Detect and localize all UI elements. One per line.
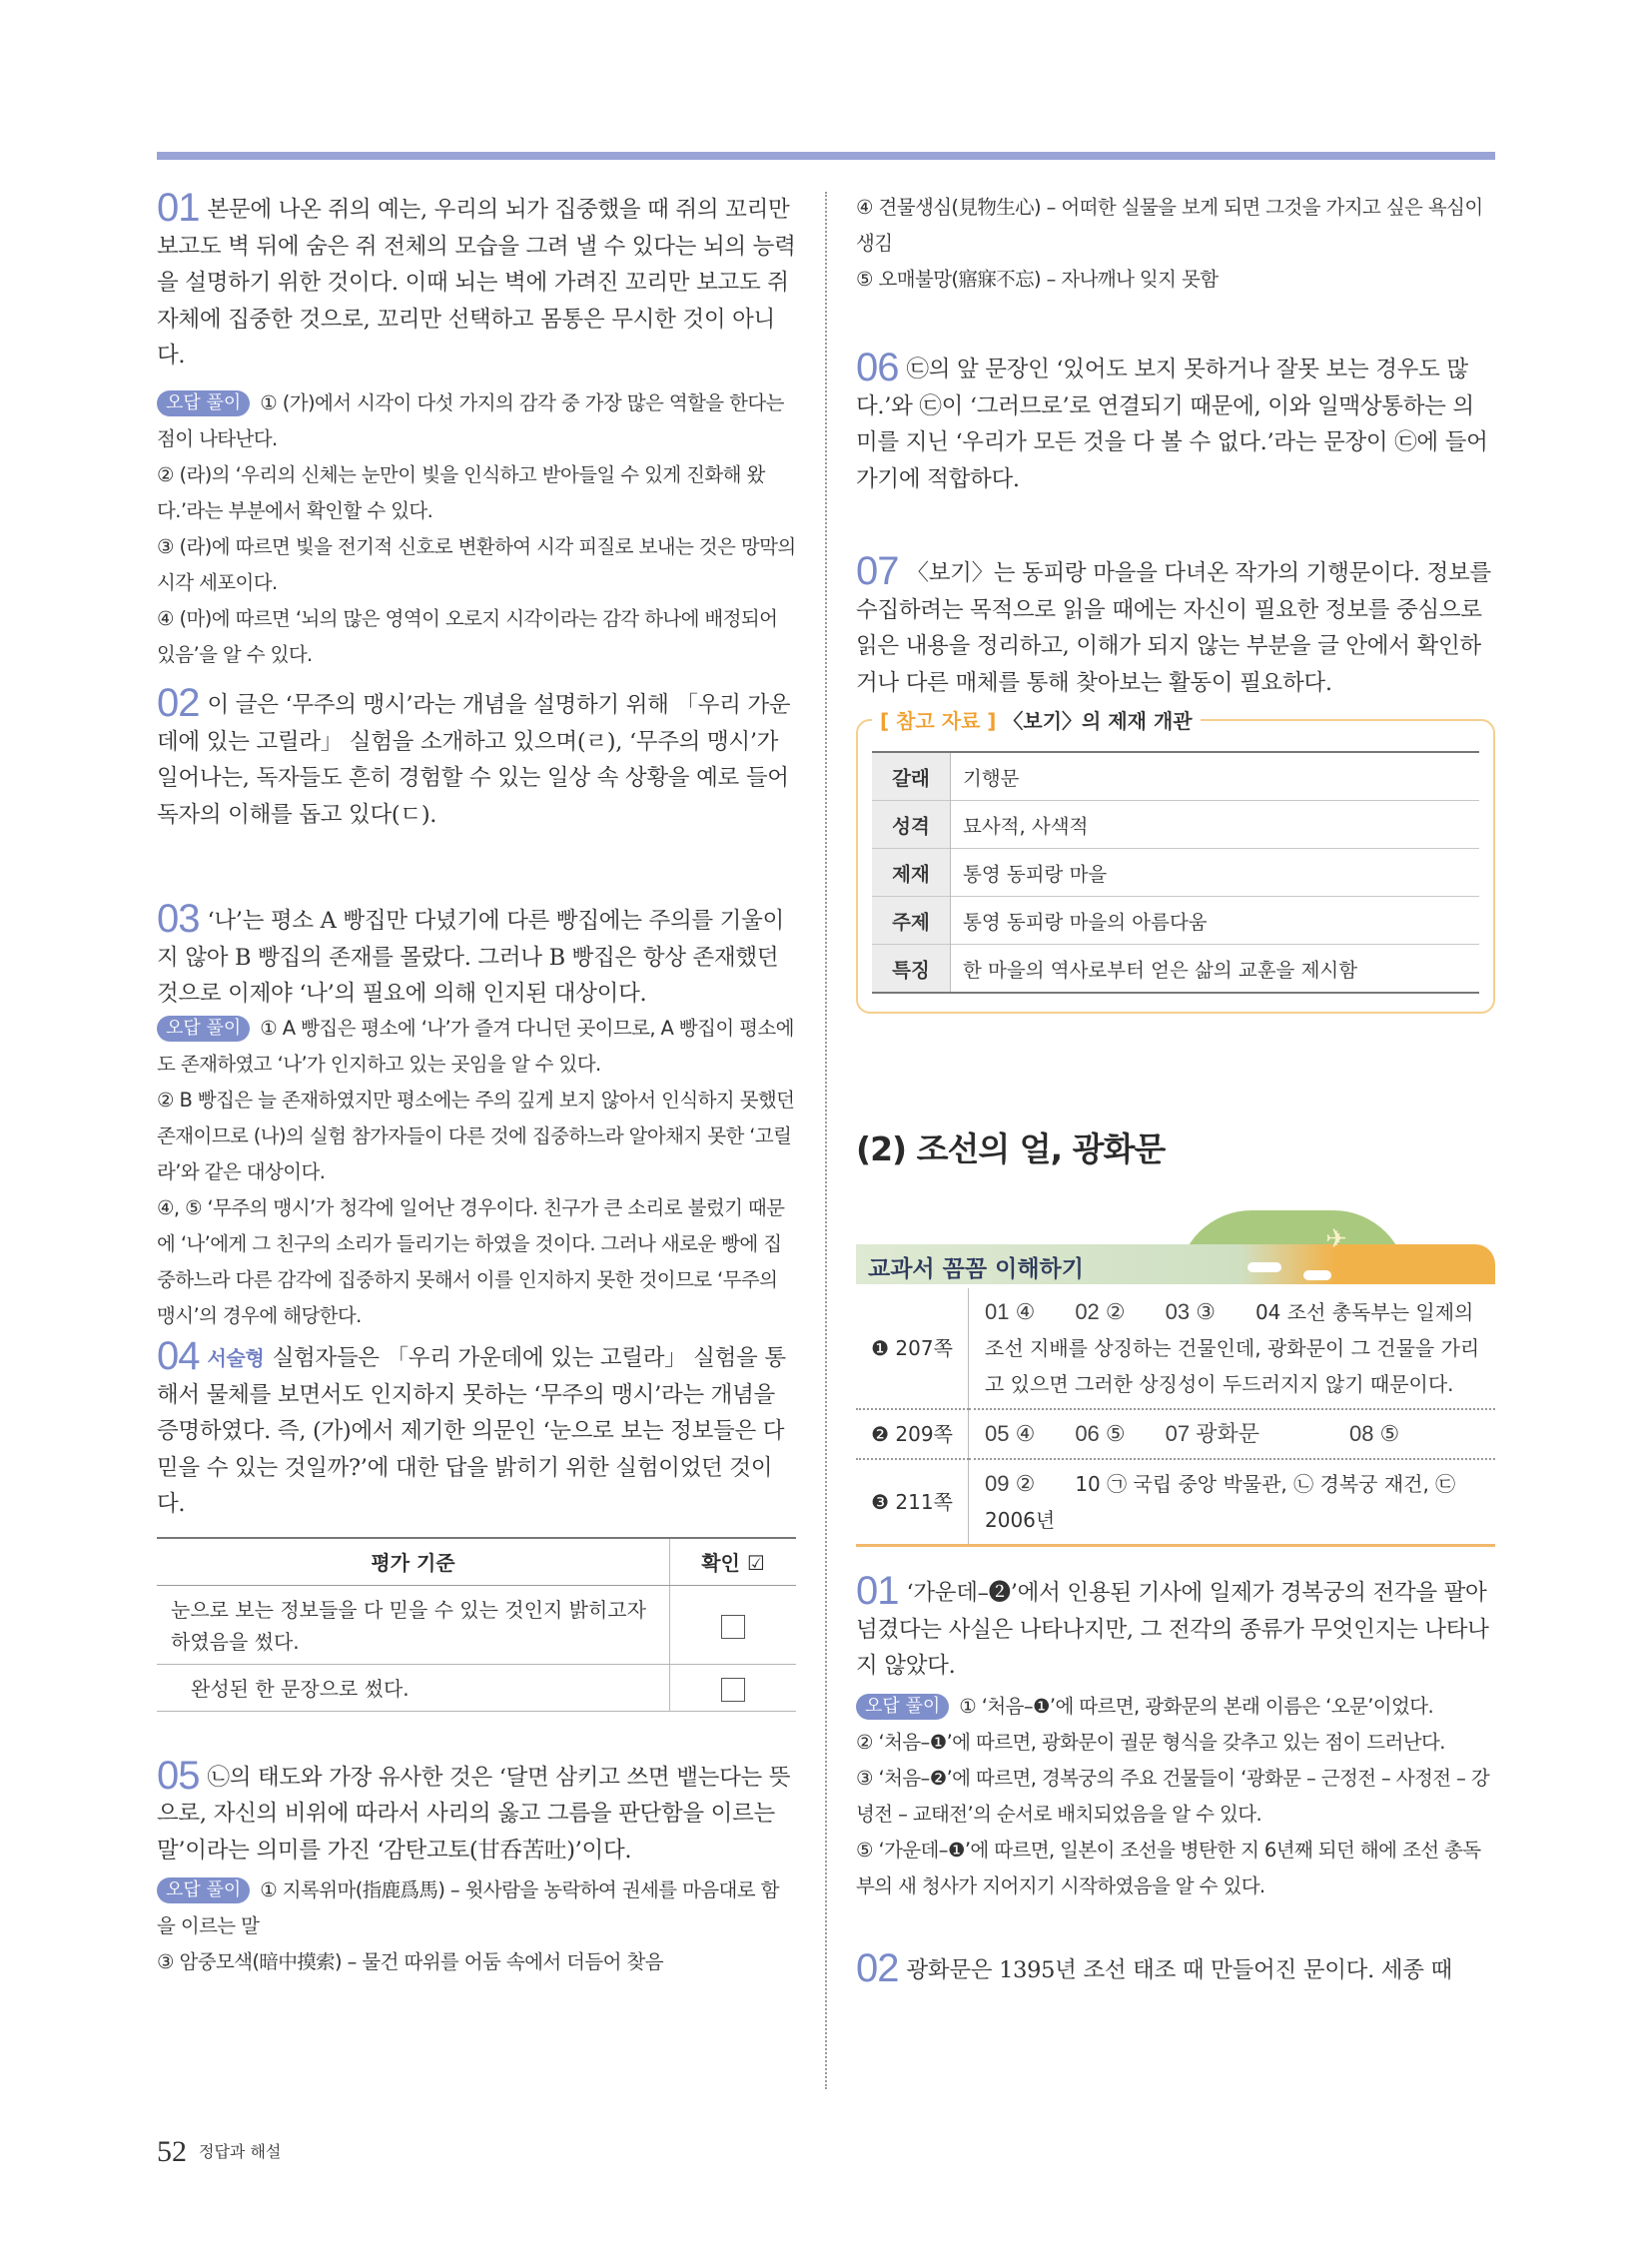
descriptive-type-label: 서술형	[207, 1346, 265, 1370]
answer-03	[157, 897, 796, 1011]
solution-line: ② B 빵집은 늘 존재하였지만 평소에는 주의 깊게 보지 않아서 인식하지 못했던 존재이므로 (나)의 실험 참가자들이 다른 것에 집중하느라 알아채지 못한 ‘고릴라’와 같은 대상이다.	[157, 1089, 795, 1183]
solution-line: ① A 빵집은 평소에 ‘나’가 즐겨 다니던 곳이므로, A 빵집이 평소에도 존재하였고 ‘나’가 인지하고 있는 곳임을 알 수 있다.	[157, 1017, 794, 1076]
table-row: ❷ 209쪽 05 ④ 06 ⑤ 07 광화문 08 ⑤	[856, 1409, 1495, 1459]
wrong-answer-tag: 오답 풀이	[157, 1877, 250, 1903]
section2-answer-02	[856, 1945, 1495, 1990]
explanation-text: ㉡의 태도와 가장 유사한 것은 ‘달면 삼키고 쓰면 뱉는다는 뜻으로, 자신의 비위에 따라서 사리의 옳고 그름을 판단함을 이르는 말’이라는 의미를 가진 ‘감탄고토(甘呑苦吐)’이다.	[157, 1764, 791, 1864]
reference-table	[872, 751, 1479, 994]
table-row	[157, 1664, 796, 1711]
explanation-text: 실험자들은 「우리 가운데에 있는 고릴라」 실험을 통해서 물체를 보면서도 인지하지 못하는 ‘무주의 맹시’라는 개념을 증명하였다. 즉, (가)에서 제기한 의문인 ‘눈으로 보는 정보들은 다 믿을 수 있는 것일까?’에 대한 답을 밝히기 위한 실험이었던 것이다.	[157, 1345, 786, 1517]
answer-06	[856, 346, 1495, 553]
page-reference: ❸ 211쪽	[856, 1459, 969, 1546]
answer-key-table	[856, 1288, 1495, 1547]
question-number: 02	[157, 681, 200, 725]
answer-04	[157, 1334, 796, 1712]
reference-title: [ 참고 자료 ] 〈보기〉의 제재 개관	[872, 705, 1201, 734]
solution-line: ③ ‘처음–❷’에 따르면, 경복궁의 주요 건물들이 ‘광화문 – 근정전 – 사정전 – 강녕전 – 교태전’의 순서로 배치되었음을 알 수 있다.	[856, 1766, 1490, 1826]
explanation-text: ‘가운데–❷’에서 인용된 기사에 일제가 경복궁의 전각을 팔아 넘겼다는 사실은 나타나지만, 그 전각의 종류가 무엇인지는 나타나지 않았다.	[856, 1580, 1489, 1679]
table-row: 제재 통영 동피랑 마을	[872, 849, 1479, 897]
question-number: 01	[157, 186, 200, 230]
solution-line: ② ‘처음–❶’에 따르면, 광화문이 궐문 형식을 갖추고 있는 점이 드러난다.	[856, 1730, 1445, 1754]
solution-line: ④, ⑤ ‘무주의 맹시’가 청각에 일어난 경우이다. 친구가 큰 소리로 불렀기 때문에 ‘나’에게 그 친구의 소리가 들리기는 하였을 것이다. 그러나 새로운 빵에 집중하느라 다른 감각에 집중하지 못해서 이를 인지하지 못한 것이므로 ‘무주의 맹시’의 경우에 해당한다.	[157, 1196, 785, 1327]
table-row	[157, 1585, 796, 1664]
question-number: 02	[856, 1945, 899, 1990]
page-reference: ❷ 209쪽	[856, 1409, 969, 1459]
criteria-cell: 완성된 한 문장으로 썼다.	[157, 1664, 670, 1711]
question-number: 01	[856, 1569, 899, 1613]
question-number: 07	[856, 549, 899, 593]
column-divider	[825, 192, 827, 2089]
evaluation-table	[157, 1537, 796, 1712]
wrong-answer-explanation	[157, 1011, 796, 1338]
question-number: 03	[157, 897, 200, 941]
wrong-answer-explanation	[157, 1872, 796, 1980]
explanation-text: 이 글은 ‘무주의 맹시’라는 개념을 설명하기 위해 「우리 가운데에 있는 고릴라」 실험을 소개하고 있으며(ㄹ), ‘무주의 맹시’가 일어나는, 독자들도 흔히 경험할 수 있는 일상 속 상황을 예로 들어 독자의 이해를 돕고 있다(ㄷ).	[157, 692, 791, 828]
section-banner	[856, 1224, 1495, 1282]
reference-bracket: [ 참고 자료 ]	[880, 709, 997, 733]
checkbox[interactable]	[721, 1615, 745, 1639]
table-row: 특징 한 마을의 역사로부터 얻은 삶의 교훈을 제시함	[872, 945, 1479, 994]
explanation-text: 광화문은 1395년 조선 태조 때 만들어진 문이다. 세종 때	[906, 1956, 1452, 1983]
solution-line: ① (가)에서 시각이 다섯 가지의 감각 중 가장 많은 역할을 한다는 점이 나타난다.	[157, 391, 784, 450]
page-reference: ❶ 207쪽	[856, 1288, 969, 1409]
cloud-icon	[1247, 1262, 1281, 1272]
question-number: 04	[157, 1334, 200, 1378]
solution-line: ⑤ ‘가운데–❶’에 따르면, 일본이 조선을 병탄한 지 6년째 되던 해에 조선 총독부의 새 청사가 지어지기 시작하였음을 알 수 있다.	[856, 1838, 1481, 1897]
table-row: 갈래 기행문	[872, 752, 1479, 801]
wrong-answer-explanation-continued	[856, 190, 1495, 350]
left-column	[157, 186, 796, 1980]
page-footer	[157, 2135, 281, 2169]
table-row: ❶ 207쪽 01 ④ 02 ② 03 ③ 04 조선 총독부는 일제의 조선 지배를 상징하는 건물인데, 광화문이 그 건물을 가리고 있으면 그러한 상징성이 두드러지지 않기 때문이다.	[856, 1288, 1495, 1409]
question-number: 05	[157, 1753, 200, 1798]
wrong-answer-tag: 오답 풀이	[157, 1016, 250, 1042]
explanation-text: 본문에 나온 쥐의 예는, 우리의 뇌가 집중했을 때 쥐의 꼬리만 보고도 벽 뒤에 숨은 쥐 전체의 모습을 그려 낼 수 있다는 뇌의 능력을 설명하기 위한 것이다. 이때 뇌는 벽에 가려진 꼬리만 보고도 쥐 자체에 집중한 것으로, 꼬리만 선택하고 몸통은 무시한 것이 아니다.	[157, 197, 796, 369]
solution-line: ④ (마)에 따르면 ‘뇌의 많은 영역이 오로지 시각이라는 감각 하나에 배정되어 있음’을 알 수 있다.	[157, 607, 778, 666]
solution-line: ⑤ 오매불망(寤寐不忘) – 자나깨나 잊지 못함	[856, 268, 1219, 291]
solution-line: ① ‘처음–❶’에 따르면, 광화문의 본래 이름은 ‘오문’이었다.	[959, 1694, 1434, 1718]
table-row: ❸ 211쪽 09 ② 10 ㉠ 국립 중앙 박물관, ㉡ 경복궁 재건, ㉢ 2006년	[856, 1459, 1495, 1546]
checkbox[interactable]	[721, 1678, 745, 1702]
question-number: 06	[856, 346, 899, 389]
answer-05	[157, 1753, 796, 1981]
explanation-text: ㉢의 앞 문장인 ‘있어도 보지 못하거나 잘못 보는 경우도 많다.’와 ㉢이 ‘그러므로’로 연결되기 때문에, 이와 일맥상통하는 의미를 지닌 ‘우리가 모든 것을 다 볼 수 없다.’라는 문장이 ㉢에 들어가기에 적합하다.	[856, 357, 1488, 492]
wrong-answer-tag: 오답 풀이	[157, 390, 250, 416]
wrong-answer-tag: 오답 풀이	[856, 1694, 949, 1720]
banner-label: 교과서 꼼꼼 이해하기	[868, 1256, 1084, 1282]
top-accent-bar	[157, 152, 1495, 160]
criteria-cell: 눈으로 보는 정보들을 다 믿을 수 있는 것인지 밝히고자 하였음을 썼다.	[157, 1585, 670, 1664]
footer-label: 정답과 해설	[199, 2142, 282, 2161]
answer-01	[157, 186, 796, 385]
solution-line: ① 지록위마(指鹿爲馬) – 윗사람을 농락하여 권세를 마음대로 함을 이르는 말	[157, 1878, 779, 1937]
page-number: 52	[157, 2135, 187, 2168]
reference-box	[856, 709, 1495, 1014]
explanation-text: 〈보기〉는 동피랑 마을을 다녀온 작가의 기행문이다. 정보를 수집하려는 목적으로 읽을 때에는 자신이 필요한 정보를 중심으로 읽은 내용을 정리하고, 이해가 되지 않는 부분을 글 안에서 확인하거나 다른 매체를 통해 찾아보는 활동이 필요하다.	[856, 560, 1491, 696]
solution-line: ④ 견물생심(見物生心) – 어떠한 실물을 보게 되면 그것을 가지고 싶은 욕심이 생김	[856, 196, 1483, 255]
wrong-answer-explanation	[157, 385, 796, 685]
solution-line: ③ 암중모색(暗中摸索) – 물건 따위를 어둠 속에서 더듬어 찾음	[157, 1950, 663, 1973]
section2-answer-01	[856, 1569, 1495, 1904]
criteria-header: 평가 기준	[157, 1538, 670, 1586]
wrong-answer-explanation	[856, 1689, 1495, 1904]
table-row: 주제 통영 동피랑 마을의 아름다움	[872, 897, 1479, 945]
answer-02	[157, 681, 796, 901]
check-header: 확인 ☑	[670, 1538, 797, 1586]
bird-icon: ✈	[1325, 1224, 1347, 1254]
solution-line: ③ (라)에 따르면 빛을 전기적 신호로 변환하여 시각 피질로 보내는 것은 망막의 시각 세포이다.	[157, 535, 796, 594]
explanation-text: ‘나’는 평소 A 빵집만 다녔기에 다른 빵집에는 주의를 기울이지 않아 B 빵집의 존재를 몰랐다. 그러나 B 빵집은 항상 존재했던 것으로 이제야 ‘나’의 필요에 의해 인지된 대상이다.	[157, 908, 784, 1007]
table-row: 성격 묘사적, 사색적	[872, 801, 1479, 849]
section-title: (2) 조선의 얼, 광화문	[856, 1129, 1166, 1168]
solution-line: ② (라)의 ‘우리의 신체는 눈만이 빛을 인식하고 받아들일 수 있게 진화해 왔다.’라는 부분에서 확인할 수 있다.	[157, 463, 765, 522]
answer-07	[856, 549, 1495, 1014]
right-column	[856, 190, 1495, 1988]
cloud-icon	[1303, 1270, 1331, 1280]
